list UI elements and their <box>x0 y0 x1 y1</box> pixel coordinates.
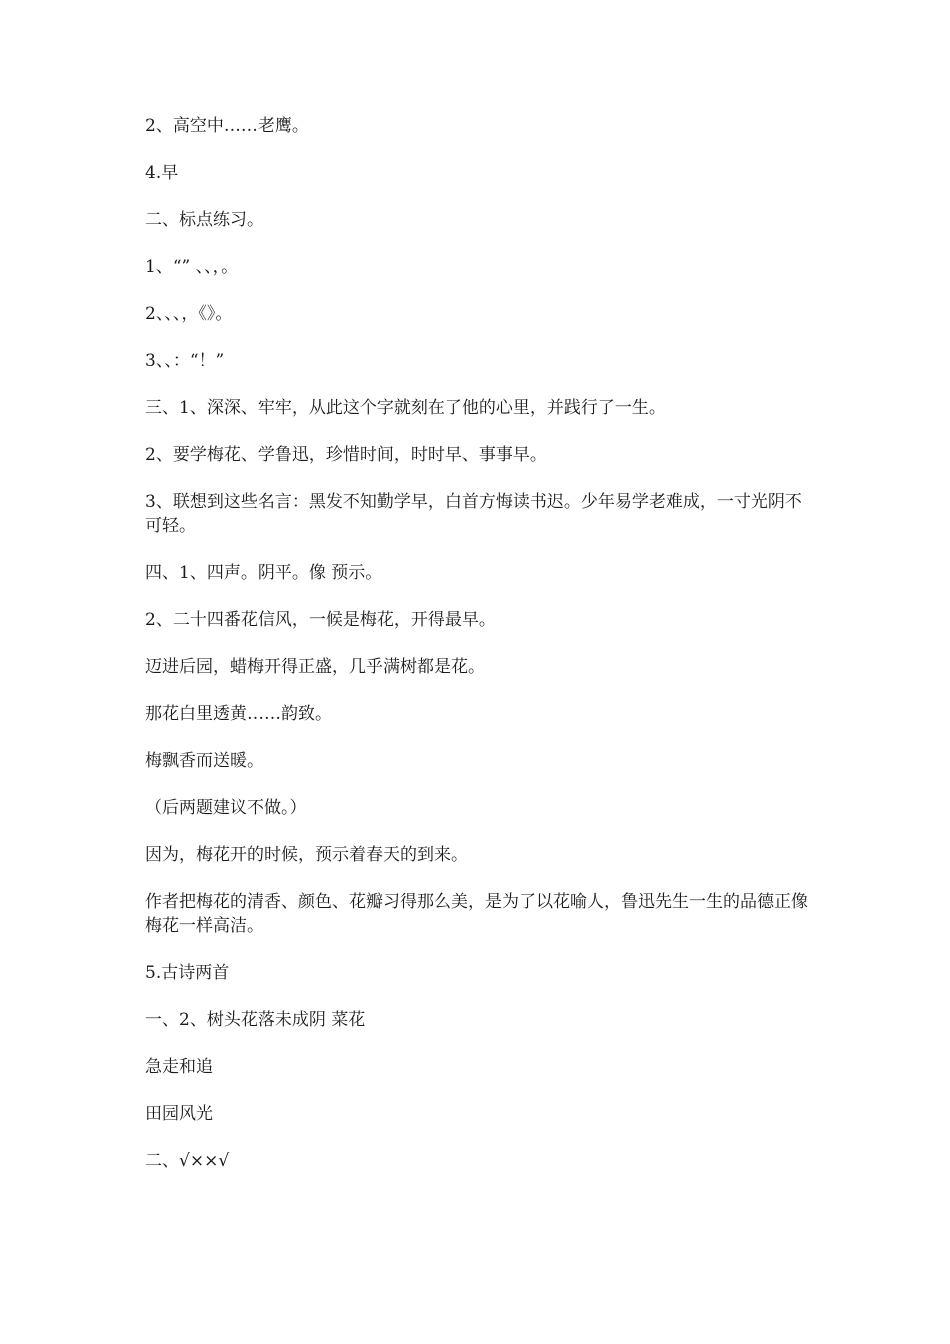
lesson-heading: 4.早 <box>145 163 179 183</box>
lesson-heading: 5.古诗两首 <box>145 963 230 983</box>
answer-line: 二、√××√ <box>145 1151 230 1171</box>
answer-line: 田园风光 <box>145 1104 213 1124</box>
answer-line: 一、2、树头花落未成阴 菜花 <box>145 1010 366 1030</box>
answer-paragraph: 作者把梅花的清香、颜色、花瓣习得那么美，是为了以花喻人，鲁迅先生一生的品德正像梅花一样高洁。 <box>145 892 808 936</box>
section-heading: 二、标点练习。 <box>145 210 264 230</box>
answer-paragraph: 3、联想到这些名言：黑发不知勤学早，白首方悔读书迟。少年易学老难成，一寸光阴不可轻。 <box>145 492 802 536</box>
answer-line: 3、、：“！” <box>145 351 225 371</box>
answer-line: 2、、、，《》。 <box>145 304 233 324</box>
answer-line: 2、要学梅花、学鲁迅，珍惜时间，时时早、事事早。 <box>145 445 547 465</box>
answer-line: 四、1、四声。阴平。像 预示。 <box>145 563 383 583</box>
answer-line: 2、二十四番花信风，一候是梅花，开得最早。 <box>145 610 496 630</box>
answer-line: 梅飘香而送暖。 <box>145 751 264 771</box>
answer-line: 三、1、深深、牢牢，从此这个字就刻在了他的心里，并践行了一生。 <box>145 398 666 418</box>
answer-line: 1、“” 、、，。 <box>145 257 239 277</box>
answer-line: 急走和追 <box>145 1057 213 1077</box>
answer-line: 那花白里透黄……韵致。 <box>145 704 332 724</box>
answer-line: 2、高空中……老鹰。 <box>145 116 309 136</box>
answer-line: 因为，梅花开的时候，预示着春天的到来。 <box>145 845 468 865</box>
answer-line: 迈进后园，蜡梅开得正盛，几乎满树都是花。 <box>145 657 485 677</box>
answer-text-body <box>145 114 810 1196</box>
answer-note: （后两题建议不做。） <box>145 798 307 818</box>
